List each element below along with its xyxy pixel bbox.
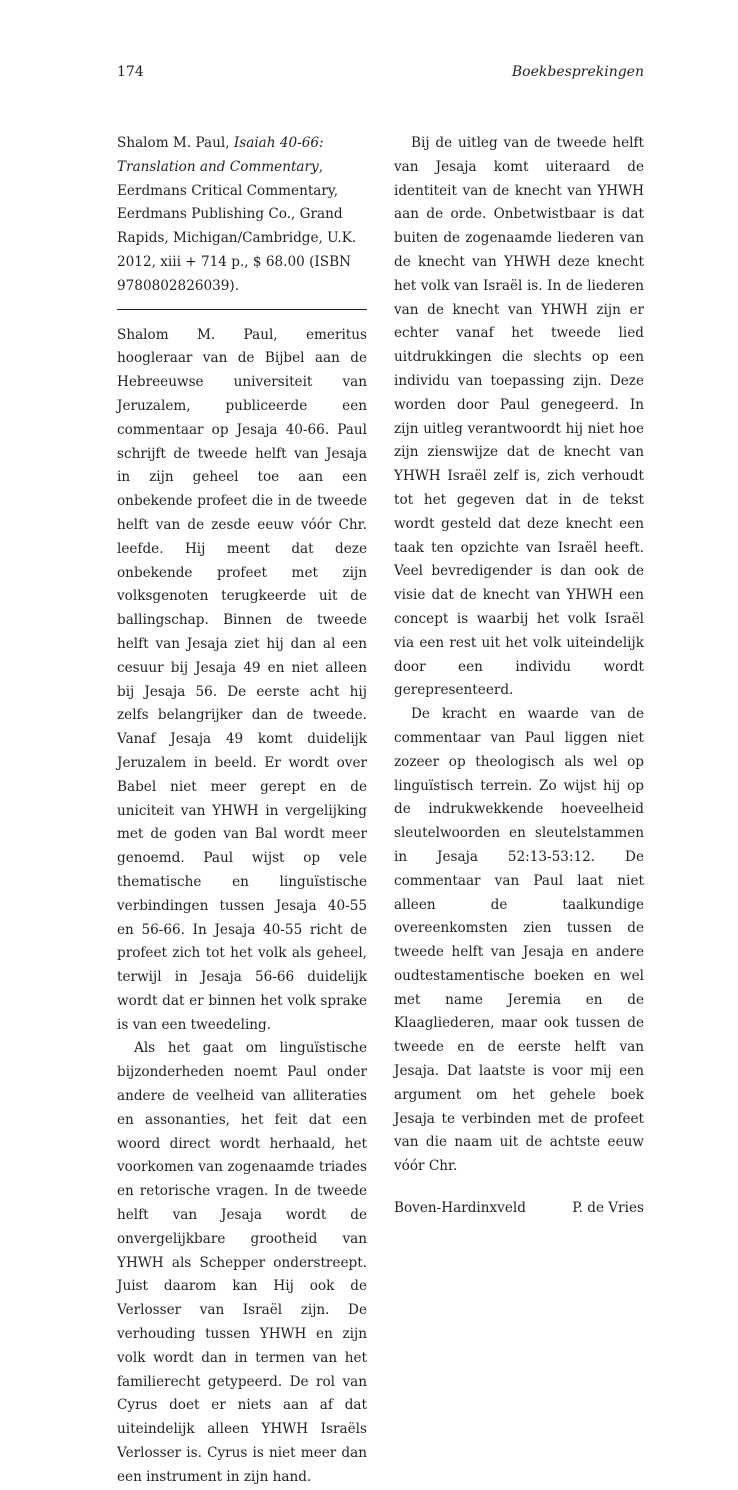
signature-place: Boven-Hardinxveld: [394, 1200, 526, 1217]
biblio-author: Shalom M. Paul,: [117, 135, 234, 151]
paragraph-4: De kracht en waarde van de commentaar van Paul liggen niet zozeer op theologisch als wel op linguïstisch terrein. Zo wijst hij op de indrukwekkende hoeveelheid sleutelwoorden en sleutelstammen in Jesaja 52:13-53:12. De commentaar van Paul laat niet alleen de taalkundige overeenkomsten zien tussen de tweede helft van Jesaja en andere oudtestamentische boeken en wel met name Jeremia en de Klaagliederen, maar ook tussen de tweede en de eerste helft van Jesaja. Dat laatste is voor mij een argument om het gehele boek Jesaja te verbinden met de profeet van die naam uit de achtste eeuw vóór Chr.: [394, 706, 644, 1175]
signature: [394, 1197, 644, 1221]
page-number: 174: [117, 64, 144, 80]
left-column: [117, 132, 367, 1490]
divider: [117, 309, 367, 310]
signature-reviewer: P. de Vries: [572, 1200, 644, 1217]
right-column: [394, 132, 644, 1221]
biblio-details: , Eerdmans Critical Commentary, Eerdmans Publishing Co., Grand Rapids, Michigan/Cambridge, U.K. 2012, xiii + 714 p., $ 68.00 (ISBN 9780802826039).: [117, 158, 357, 294]
bibliographic-entry: [117, 132, 367, 305]
running-head: Boekbesprekingen: [511, 64, 644, 80]
paragraph-1: Shalom M. Paul, emeritus hoogleraar van de Bijbel aan de Hebreeuwse universiteit van Jeruzalem, publiceerde een commentaar op Jesaja 40-66. Paul schrijft de tweede helft van Jesaja in zijn geheel toe aan een onbekende profeet die in de tweede helft van de zesde eeuw vóór Chr. leefde. Hij meent dat deze onbekende profeet met zijn volksgenoten terugkeerde uit de ballingschap. Binnen de tweede helft van Jesaja ziet hij dan al een cesuur bij Jesaja 49 en niet alleen bij Jesaja 56. De eerste acht hij zelfs belangrijker dan de tweede. Vanaf Jesaja 49 komt duidelijk Jeruzalem in beeld. Er wordt over Babel niet meer gerept en de uniciteit van YHWH in vergelijking met de goden van Bal wordt meer genoemd. Paul wijst op vele thematische en linguïstische verbindingen tussen Jesaja 40-55 en 56-66. In Jesaja 40-55 richt de profeet zich tot het volk als geheel, terwijl in Jesaja 56-66 duidelijk wordt dat er binnen het volk sprake is van een tweedeling.: [117, 326, 367, 1033]
biblio-title: Isaiah 40-66: Translation and Commentary: [117, 135, 324, 175]
paragraph-3: Bij de uitleg van de tweede helft van Jesaja komt uiteraard de identiteit van de knecht van YHWH aan de orde. Onbetwistbaar is dat buiten de zogenaamde liederen van de knecht van YHWH deze knecht het volk van Israël is. In de liederen van de knecht van YHWH zijn er echter vanaf het tweede lied uitdrukkingen die slechts op een individu van toepassing zijn. Deze worden door Paul genegeerd. In zijn uitleg verantwoordt hij niet hoe zijn zienswijze dat de knecht van YHWH Israël zelf is, zich verhoudt tot het gegeven dat in de tekst wordt gesteld dat deze knecht een taak ten opzichte van Israël heeft. Veel bevredigender is dan ook de visie dat de knecht van YHWH een concept is waarbij het volk Israël via een rest uit het volk uiteindelijk door een individu wordt gerepresenteerd.: [394, 135, 644, 699]
paragraph-2: Als het gaat om linguïstische bijzonderheden noemt Paul onder andere de veelheid van alliteraties en assonanties, het feit dat een woord direct wordt herhaald, het voorkomen van zogenaamde triades en retorische vragen. In de tweede helft van Jesaja wordt de onvergelijkbare grootheid van YHWH als Schepper onderstreept. Juist daarom kan Hij ook de Verlosser van Israël zijn. De verhouding tussen YHWH en zijn volk wordt dan in termen van het familierecht getypeerd. De rol van Cyrus doet er niets aan af dat uiteindelijk alleen YHWH Israëls Verlosser is. Cyrus is niet meer dan een instrument in zijn hand.: [117, 1040, 367, 1485]
